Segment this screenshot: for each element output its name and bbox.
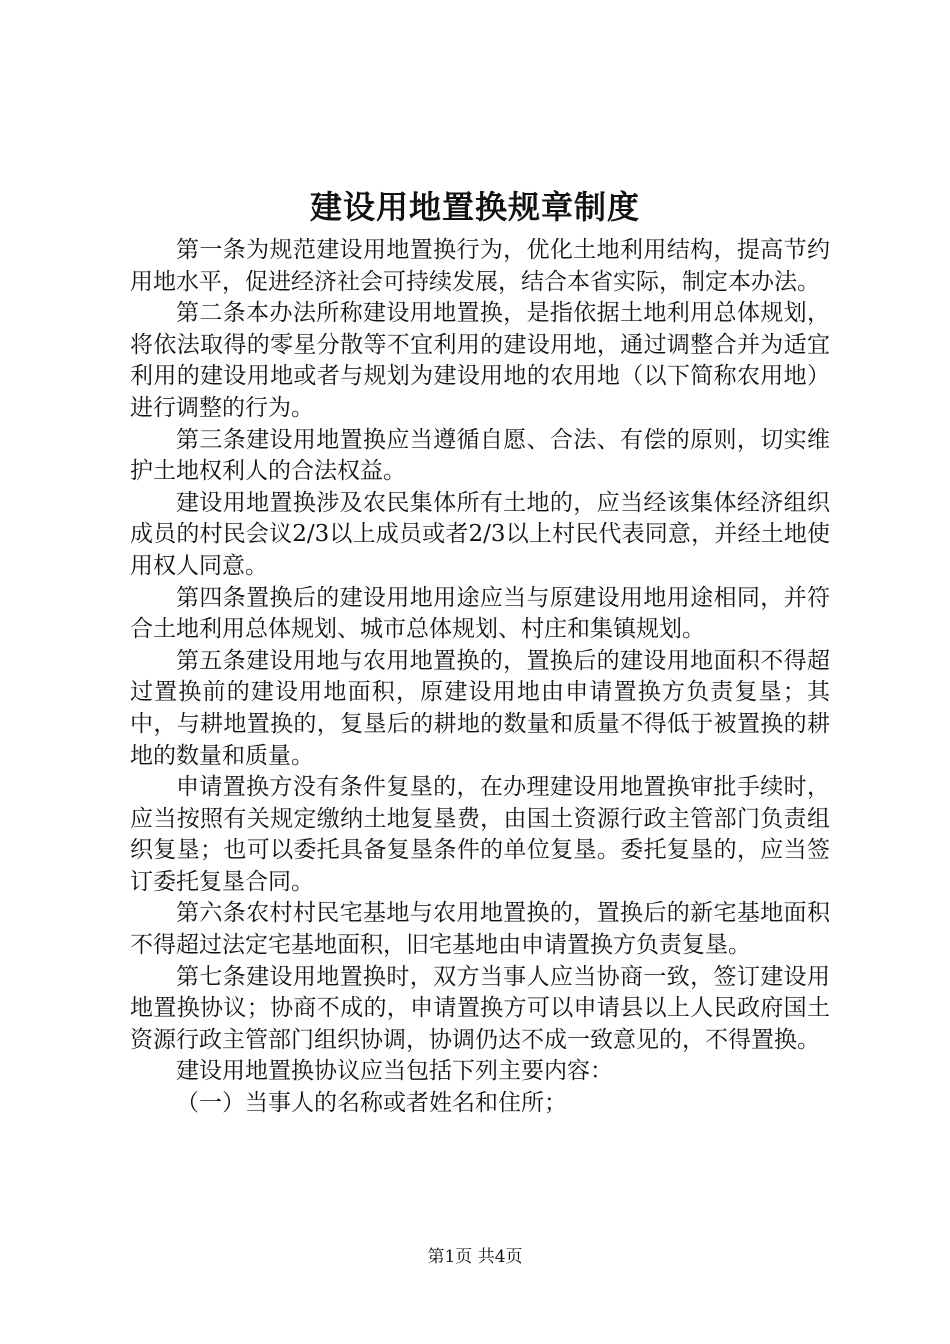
paragraph-10: 建设用地置换协议应当包括下列主要内容：	[176, 1058, 613, 1085]
paragraph-4: 建设用地置换涉及农民集体所有土地的，应当经该集体经济组织成员的村民会议2/3以上成员或者2/3以上村民代表同意，并经土地使用权人同意。	[130, 489, 830, 579]
paragraph-7: 申请置换方没有条件复垦的，在办理建设用地置换审批手续时，应当按照有关规定缴纳土地复垦费，由国土资源行政主管部门负责组织复垦；也可以委托具备复垦条件的单位复垦。委托复垦的，应当签订委托复垦合同。	[130, 774, 830, 895]
paragraph-1: 第一条为规范建设用地置换行为，优化土地利用结构，提高节约用地水平，促进经济社会可持续发展，结合本省实际，制定本办法。	[130, 237, 830, 295]
document-body	[130, 235, 830, 1120]
paragraph-2: 第二条本办法所称建设用地置换，是指依据土地利用总体规划，将依法取得的零星分散等不宜利用的建设用地，通过调整合并为适宜利用的建设用地或者与规划为建设用地的农用地（以下简称农用地）进行调整的行为。	[130, 300, 830, 421]
paragraph-11: （一）当事人的名称或者姓名和住所；	[176, 1090, 567, 1117]
paragraph-3: 第三条建设用地置换应当遵循自愿、合法、有偿的原则，切实维护土地权利人的合法权益。	[130, 426, 830, 485]
paragraph-9: 第七条建设用地置换时，双方当事人应当协商一致，签订建设用地置换协议；协商不成的，申请置换方可以申请县以上人民政府国土资源行政主管部门组织协调，协调仍达不成一致意见的，不得置换。	[130, 963, 830, 1053]
paragraph-8: 第六条农村村民宅基地与农用地置换的，置换后的新宅基地面积不得超过法定宅基地面积，旧宅基地由申请置换方负责复垦。	[130, 900, 830, 959]
page-footer: 第1页 共4页	[427, 1247, 523, 1267]
paragraph-6: 第五条建设用地与农用地置换的，置换后的建设用地面积不得超过置换前的建设用地面积，原建设用地由申请置换方负责复垦；其中，与耕地置换的，复垦后的耕地的数量和质量不得低于被置换的耕地的数量和质量。	[130, 647, 830, 769]
document-title: 建设用地置换规章制度	[309, 188, 640, 226]
paragraph-5: 第四条置换后的建设用地用途应当与原建设用地用途相同，并符合土地利用总体规划、城市总体规划、村庄和集镇规划。	[130, 584, 830, 643]
